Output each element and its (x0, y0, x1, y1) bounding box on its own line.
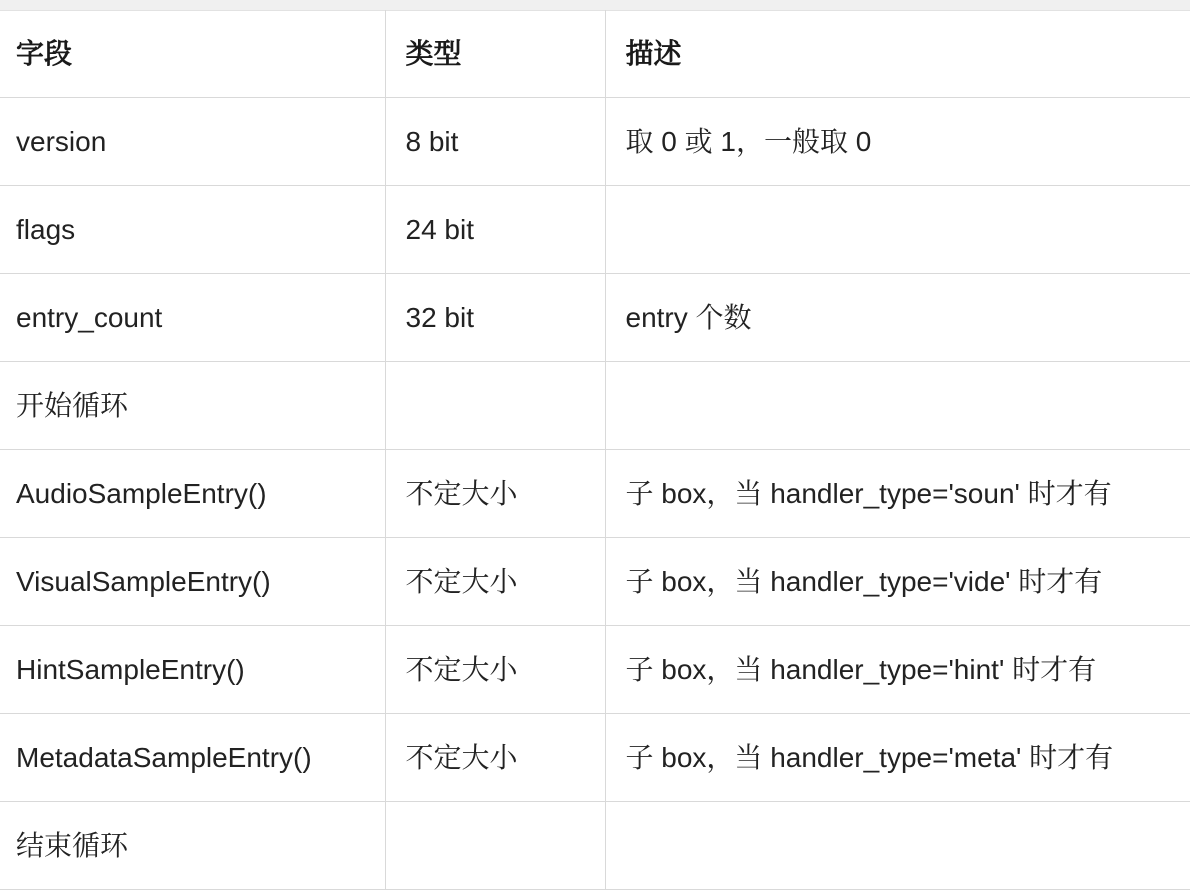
cell-field: entry_count (0, 274, 385, 362)
cell-field: HintSampleEntry() (0, 626, 385, 714)
table-row (0, 626, 1190, 714)
table-row (0, 450, 1190, 538)
cell-description (605, 186, 1190, 274)
cell-type: 不定大小 (385, 450, 605, 538)
table-row (0, 274, 1190, 362)
cell-field: MetadataSampleEntry() (0, 714, 385, 802)
cell-type (385, 362, 605, 450)
spec-table (0, 10, 1190, 890)
cell-type: 32 bit (385, 274, 605, 362)
cell-description: 子 box，当 handler_type='meta' 时才有 (605, 714, 1190, 802)
table-row (0, 714, 1190, 802)
cell-field: 开始循环 (0, 362, 385, 450)
cell-description: entry 个数 (605, 274, 1190, 362)
cell-type: 不定大小 (385, 714, 605, 802)
header-field: 字段 (0, 10, 385, 98)
header-description: 描述 (605, 10, 1190, 98)
cell-type: 不定大小 (385, 626, 605, 714)
cell-type: 8 bit (385, 98, 605, 186)
cell-field: flags (0, 186, 385, 274)
table-header-row (0, 10, 1190, 98)
cell-field: 结束循环 (0, 802, 385, 890)
cell-field: VisualSampleEntry() (0, 538, 385, 626)
cell-description: 取 0 或 1，一般取 0 (605, 98, 1190, 186)
table-row (0, 538, 1190, 626)
cell-description: 子 box，当 handler_type='vide' 时才有 (605, 538, 1190, 626)
cell-field: AudioSampleEntry() (0, 450, 385, 538)
cell-description: 子 box，当 handler_type='hint' 时才有 (605, 626, 1190, 714)
cell-field: version (0, 98, 385, 186)
table-row (0, 362, 1190, 450)
cell-description: 子 box，当 handler_type='soun' 时才有 (605, 450, 1190, 538)
cell-description (605, 362, 1190, 450)
cell-type: 24 bit (385, 186, 605, 274)
table-row (0, 98, 1190, 186)
cell-type: 不定大小 (385, 538, 605, 626)
cell-type (385, 802, 605, 890)
cell-description (605, 802, 1190, 890)
table-row (0, 802, 1190, 890)
header-type: 类型 (385, 10, 605, 98)
table-row (0, 186, 1190, 274)
